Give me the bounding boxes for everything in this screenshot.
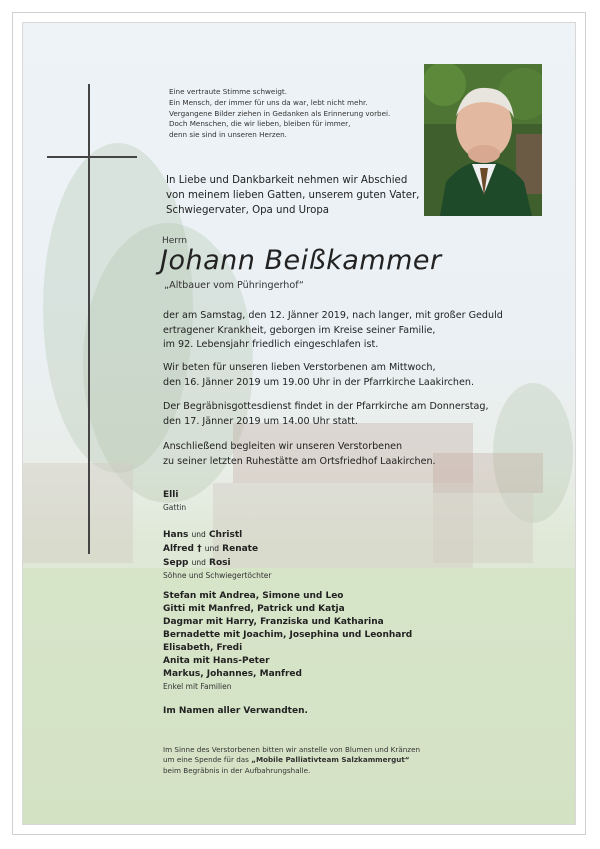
children-role: Söhne und Schwiegertöchter	[163, 571, 272, 580]
poem-line: Eine vertraute Stimme schweigt.	[169, 87, 287, 96]
farm-title: „Altbauer vom Pühringerhof“	[164, 280, 304, 291]
poem-line: Doch Menschen, die wir lieben, bleiben für immer,	[169, 119, 351, 129]
prayer-line: Wir beten für unseren lieben Verstorbenen am Mittwoch,	[163, 362, 436, 373]
child-entry: Hans und Christl	[163, 530, 243, 540]
portrait-image	[424, 64, 542, 216]
grandchild-entry: Elisabeth, Fredi	[163, 643, 243, 653]
grandchild-entry: Markus, Johannes, Manfred	[163, 669, 302, 679]
service-notice	[163, 400, 489, 429]
poem-line: Ein Mensch, der immer für uns da war, lebt nicht mehr.	[169, 97, 368, 107]
grandchild-entry: Gitti mit Manfred, Patrick und Katja	[163, 604, 345, 614]
note-line: um eine Spende für das „Mobile Palliativteam Salzkammergut“	[163, 755, 410, 765]
child-entry: Alfred † und Renate	[163, 544, 259, 554]
service-line: Der Begräbnisgottesdienst findet in der Pfarrkirche am Donnerstag,	[163, 401, 489, 412]
right-building-shape	[433, 493, 533, 563]
cross-icon	[88, 84, 90, 554]
grandchildren-role: Enkel mit Familien	[163, 682, 232, 691]
burial-line: zu seiner letzten Ruhestätte am Ortsfriedhof Laakirchen.	[163, 455, 436, 467]
deceased-name: Johann Beißkammer	[160, 245, 442, 276]
intro-line: Schwiegervater, Opa und Uropa	[166, 205, 330, 216]
poem-line: Vergangene Bilder ziehen in Gedanken als Erinnerung vorbei.	[169, 108, 391, 118]
burial-notice	[163, 440, 436, 469]
prayer-notice	[163, 361, 474, 390]
grandchild-entry: Dagmar mit Harry, Franziska und Katharina	[163, 617, 384, 627]
prayer-line: den 16. Jänner 2019 um 19.00 Uhr in der Pfarrkirche Laakirchen.	[163, 376, 474, 388]
death-notice	[163, 309, 503, 353]
salutation: Herrn	[162, 236, 188, 246]
portrait-photo	[424, 64, 542, 216]
family-grandchildren	[163, 590, 412, 692]
closing-line: Im Namen aller Verwandten.	[163, 706, 308, 716]
family-children	[163, 528, 271, 581]
grandchild-entry: Stefan mit Andrea, Simone und Leo	[163, 591, 344, 601]
family-wife	[163, 489, 186, 513]
donation-note	[163, 745, 420, 776]
note-line: beim Begräbnis in der Aufbahrungshalle.	[163, 765, 311, 775]
burial-line: Anschließend begleiten wir unseren Verstorbenen	[163, 441, 403, 452]
intro-line: In Liebe und Dankbarkeit nehmen wir Abschied	[166, 175, 408, 186]
poem-line: denn sie sind in unseren Herzen.	[169, 130, 287, 140]
intro-line: von meinem lieben Gatten, unserem guten Vater,	[166, 190, 420, 201]
death-notice-line: im 92. Lebensjahr friedlich eingeschlafen ist.	[163, 339, 379, 351]
palliative-team-name: „Mobile Palliativteam Salzkammergut“	[251, 755, 410, 765]
service-line: den 17. Jänner 2019 um 14.00 Uhr statt.	[163, 415, 358, 427]
cross-icon-bar	[47, 156, 137, 158]
note-line: Im Sinne des Verstorbenen bitten wir anstelle von Blumen und Kränzen	[163, 745, 421, 754]
right-roof-shape	[433, 453, 543, 493]
intro-text	[166, 173, 419, 218]
grandchild-entry: Anita mit Hans-Peter	[163, 656, 270, 666]
death-notice-line: der am Samstag, den 12. Jänner 2019, nach langer, mit großer Geduld	[163, 310, 503, 321]
child-entry: Sepp und Rosi	[163, 558, 231, 568]
grandchild-entry: Bernadette mit Joachim, Josephina und Leonhard	[163, 630, 413, 640]
wife-name: Elli	[163, 490, 179, 500]
wife-role: Gattin	[163, 503, 187, 512]
left-building-shape	[23, 463, 133, 563]
poem	[169, 87, 390, 141]
death-notice-line: ertragener Krankheit, geborgen im Kreise seiner Familie,	[163, 324, 436, 336]
